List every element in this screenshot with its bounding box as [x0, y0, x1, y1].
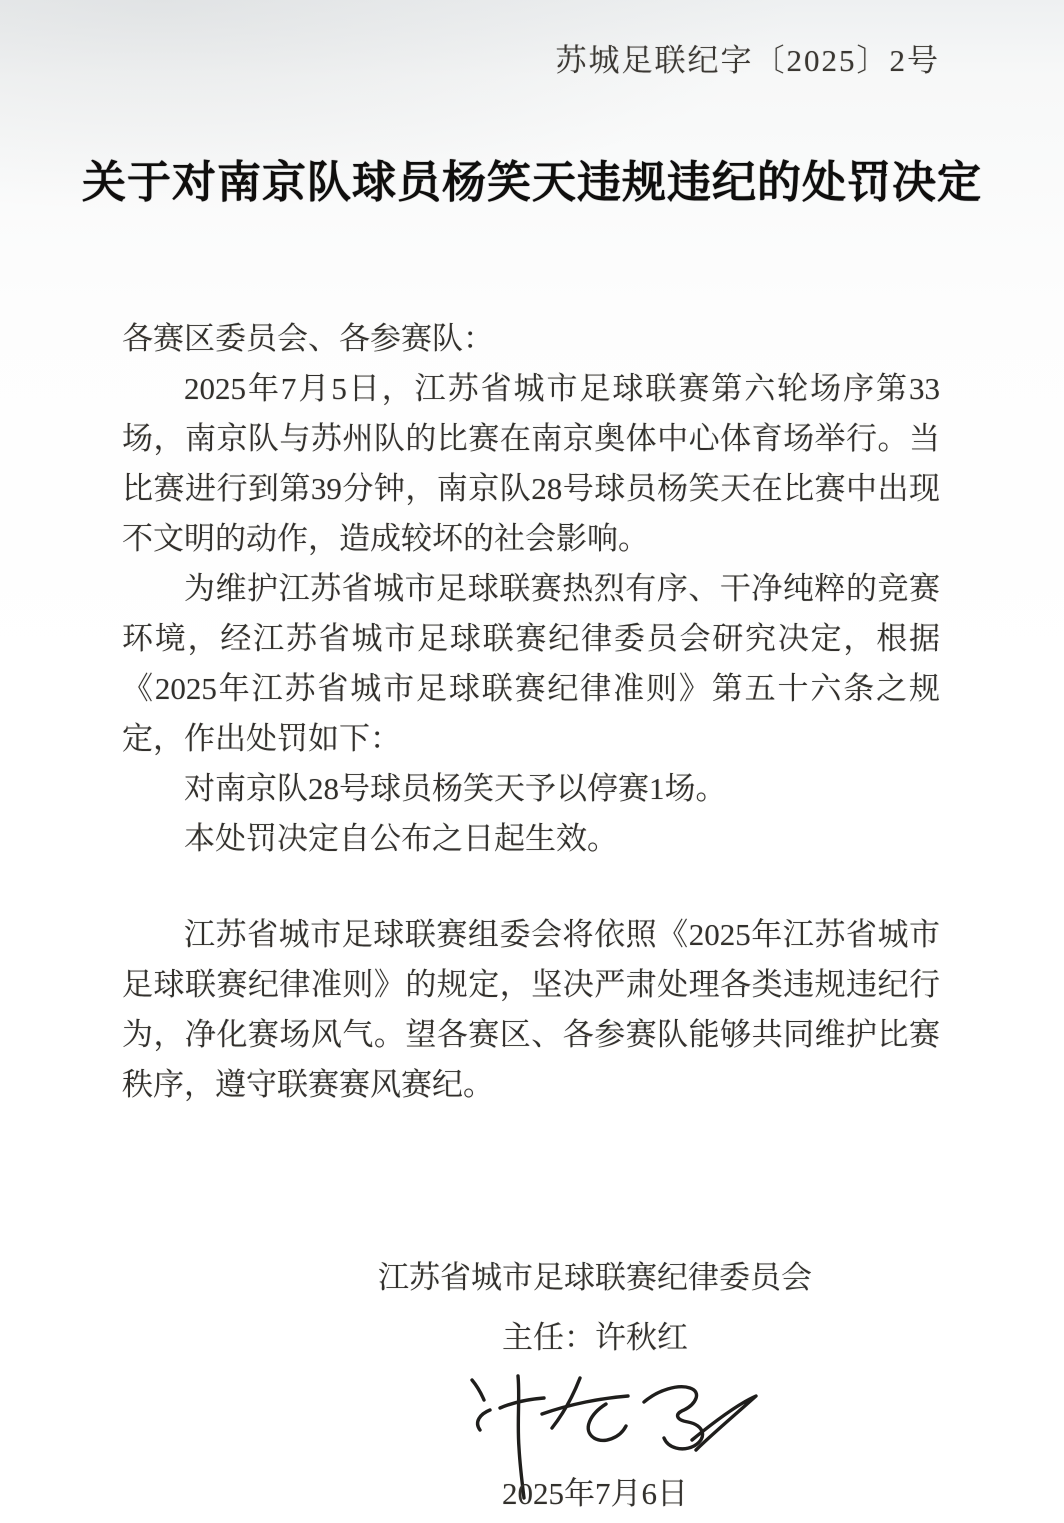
body-paragraph: 2025年7月5日，江苏省城市足球联赛第六轮场序第33场，南京队与苏州队的比赛在南京奥体中心体育场举行。当比赛进行到第39分钟，南京队28号球员杨笑天在比赛中出现不文明的动作，造成较坏的社会影响。: [122, 371, 940, 556]
body-paragraph: 为维护江苏省城市足球联赛热烈有序、干净纯粹的竞赛环境，经江苏省城市足球联赛纪律委员会研究决定，根据《2025年江苏省城市足球联赛纪律准则》第五十六条之规定，作出处罚如下：: [122, 571, 940, 756]
signature-block: [126, 1256, 1064, 1514]
body-paragraph: 本处罚决定自公布之日起生效。: [184, 821, 618, 856]
signing-committee: 江苏省城市足球联赛纪律委员会: [378, 1260, 812, 1295]
document-body: [122, 314, 940, 1110]
paragraph-gap: [122, 864, 940, 910]
signing-date: 2025年7月6日: [502, 1476, 688, 1511]
doc-number: 苏城足联纪字〔2025〕2号: [555, 43, 940, 78]
body-paragraph: 江苏省城市足球联赛组委会将依照《2025年江苏省城市足球联赛纪律准则》的规定，坚决严肃处理各类违规违纪行为，净化赛场风气。望各赛区、各参赛队能够共同维护比赛秩序，遵守联赛赛风赛纪。: [122, 917, 940, 1102]
signature-autograph: [430, 1362, 760, 1474]
salutation: 各赛区委员会、各参赛队：: [122, 321, 494, 356]
body-paragraph: 对南京队28号球员杨笑天予以停赛1场。: [184, 771, 727, 806]
signer-title-and-name: 主任：许秋红: [502, 1320, 688, 1355]
document-title: 关于对南京队球员杨笑天违规违纪的处罚决定: [82, 158, 982, 207]
